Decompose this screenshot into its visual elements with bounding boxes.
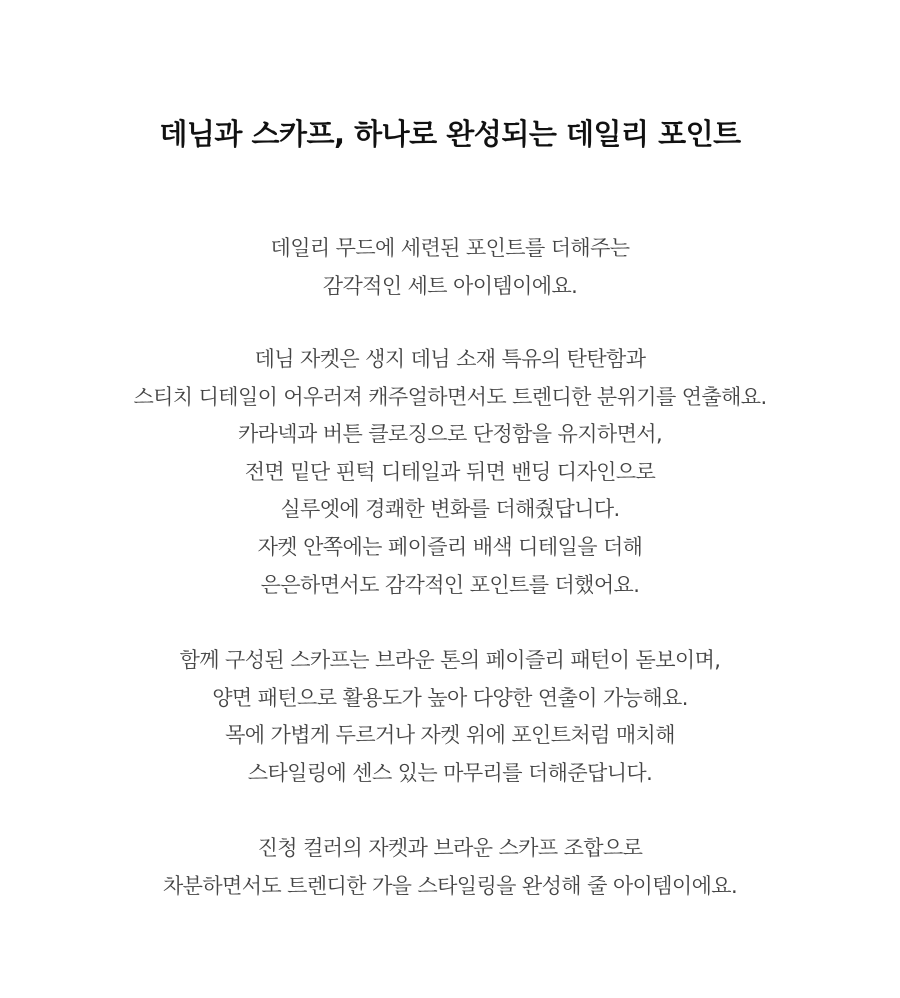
- intro-paragraph: [0, 230, 900, 305]
- text-line: 목에 가볍게 두르거나 자켓 위에 포인트처럼 매치해: [225, 723, 675, 748]
- text-line: 은은하면서도 감각적인 포인트를 더했어요.: [260, 572, 640, 597]
- jacket-paragraph: [0, 341, 900, 604]
- text-line: 스티치 디테일이 어우러져 캐주얼하면서도 트렌디한 분위기를 연출해요.: [133, 384, 767, 409]
- text-line: 함께 구성된 스카프는 브라운 톤의 페이즐리 패턴이 돋보이며,: [179, 648, 721, 672]
- text-line: 실루엣에 경쾌한 변화를 더해줬답니다.: [280, 497, 620, 522]
- text-line: 양면 패턴으로 활용도가 높아 다양한 연출이 가능해요.: [212, 685, 688, 710]
- text-line: 자켓 안쪽에는 페이즐리 배색 디테일을 더해: [257, 534, 643, 559]
- text-line: 데님 자켓은 생지 데님 소재 특유의 탄탄함과: [254, 347, 646, 371]
- text-line: 스타일링에 센스 있는 마무리를 더해준답니다.: [247, 760, 653, 785]
- closing-paragraph: [0, 830, 900, 905]
- text-line: 전면 밑단 핀턱 디테일과 뒤면 밴딩 디자인으로: [244, 459, 656, 484]
- text-line: 차분하면서도 트렌디한 가을 스타일링을 완성해 줄 아이템이에요.: [162, 873, 738, 898]
- scarf-paragraph: [0, 642, 900, 792]
- text-line: 데일리 무드에 세련된 포인트를 더해주는: [270, 236, 630, 260]
- page-title: 데님과 스카프, 하나로 완성되는 데일리 포인트: [159, 117, 741, 151]
- text-line: 감각적인 세트 아이템이에요.: [322, 273, 578, 298]
- text-line: 카라넥과 버튼 클로징으로 단정함을 유지하면서,: [237, 422, 663, 447]
- text-line: 진청 컬러의 자켓과 브라운 스카프 조합으로: [257, 836, 643, 860]
